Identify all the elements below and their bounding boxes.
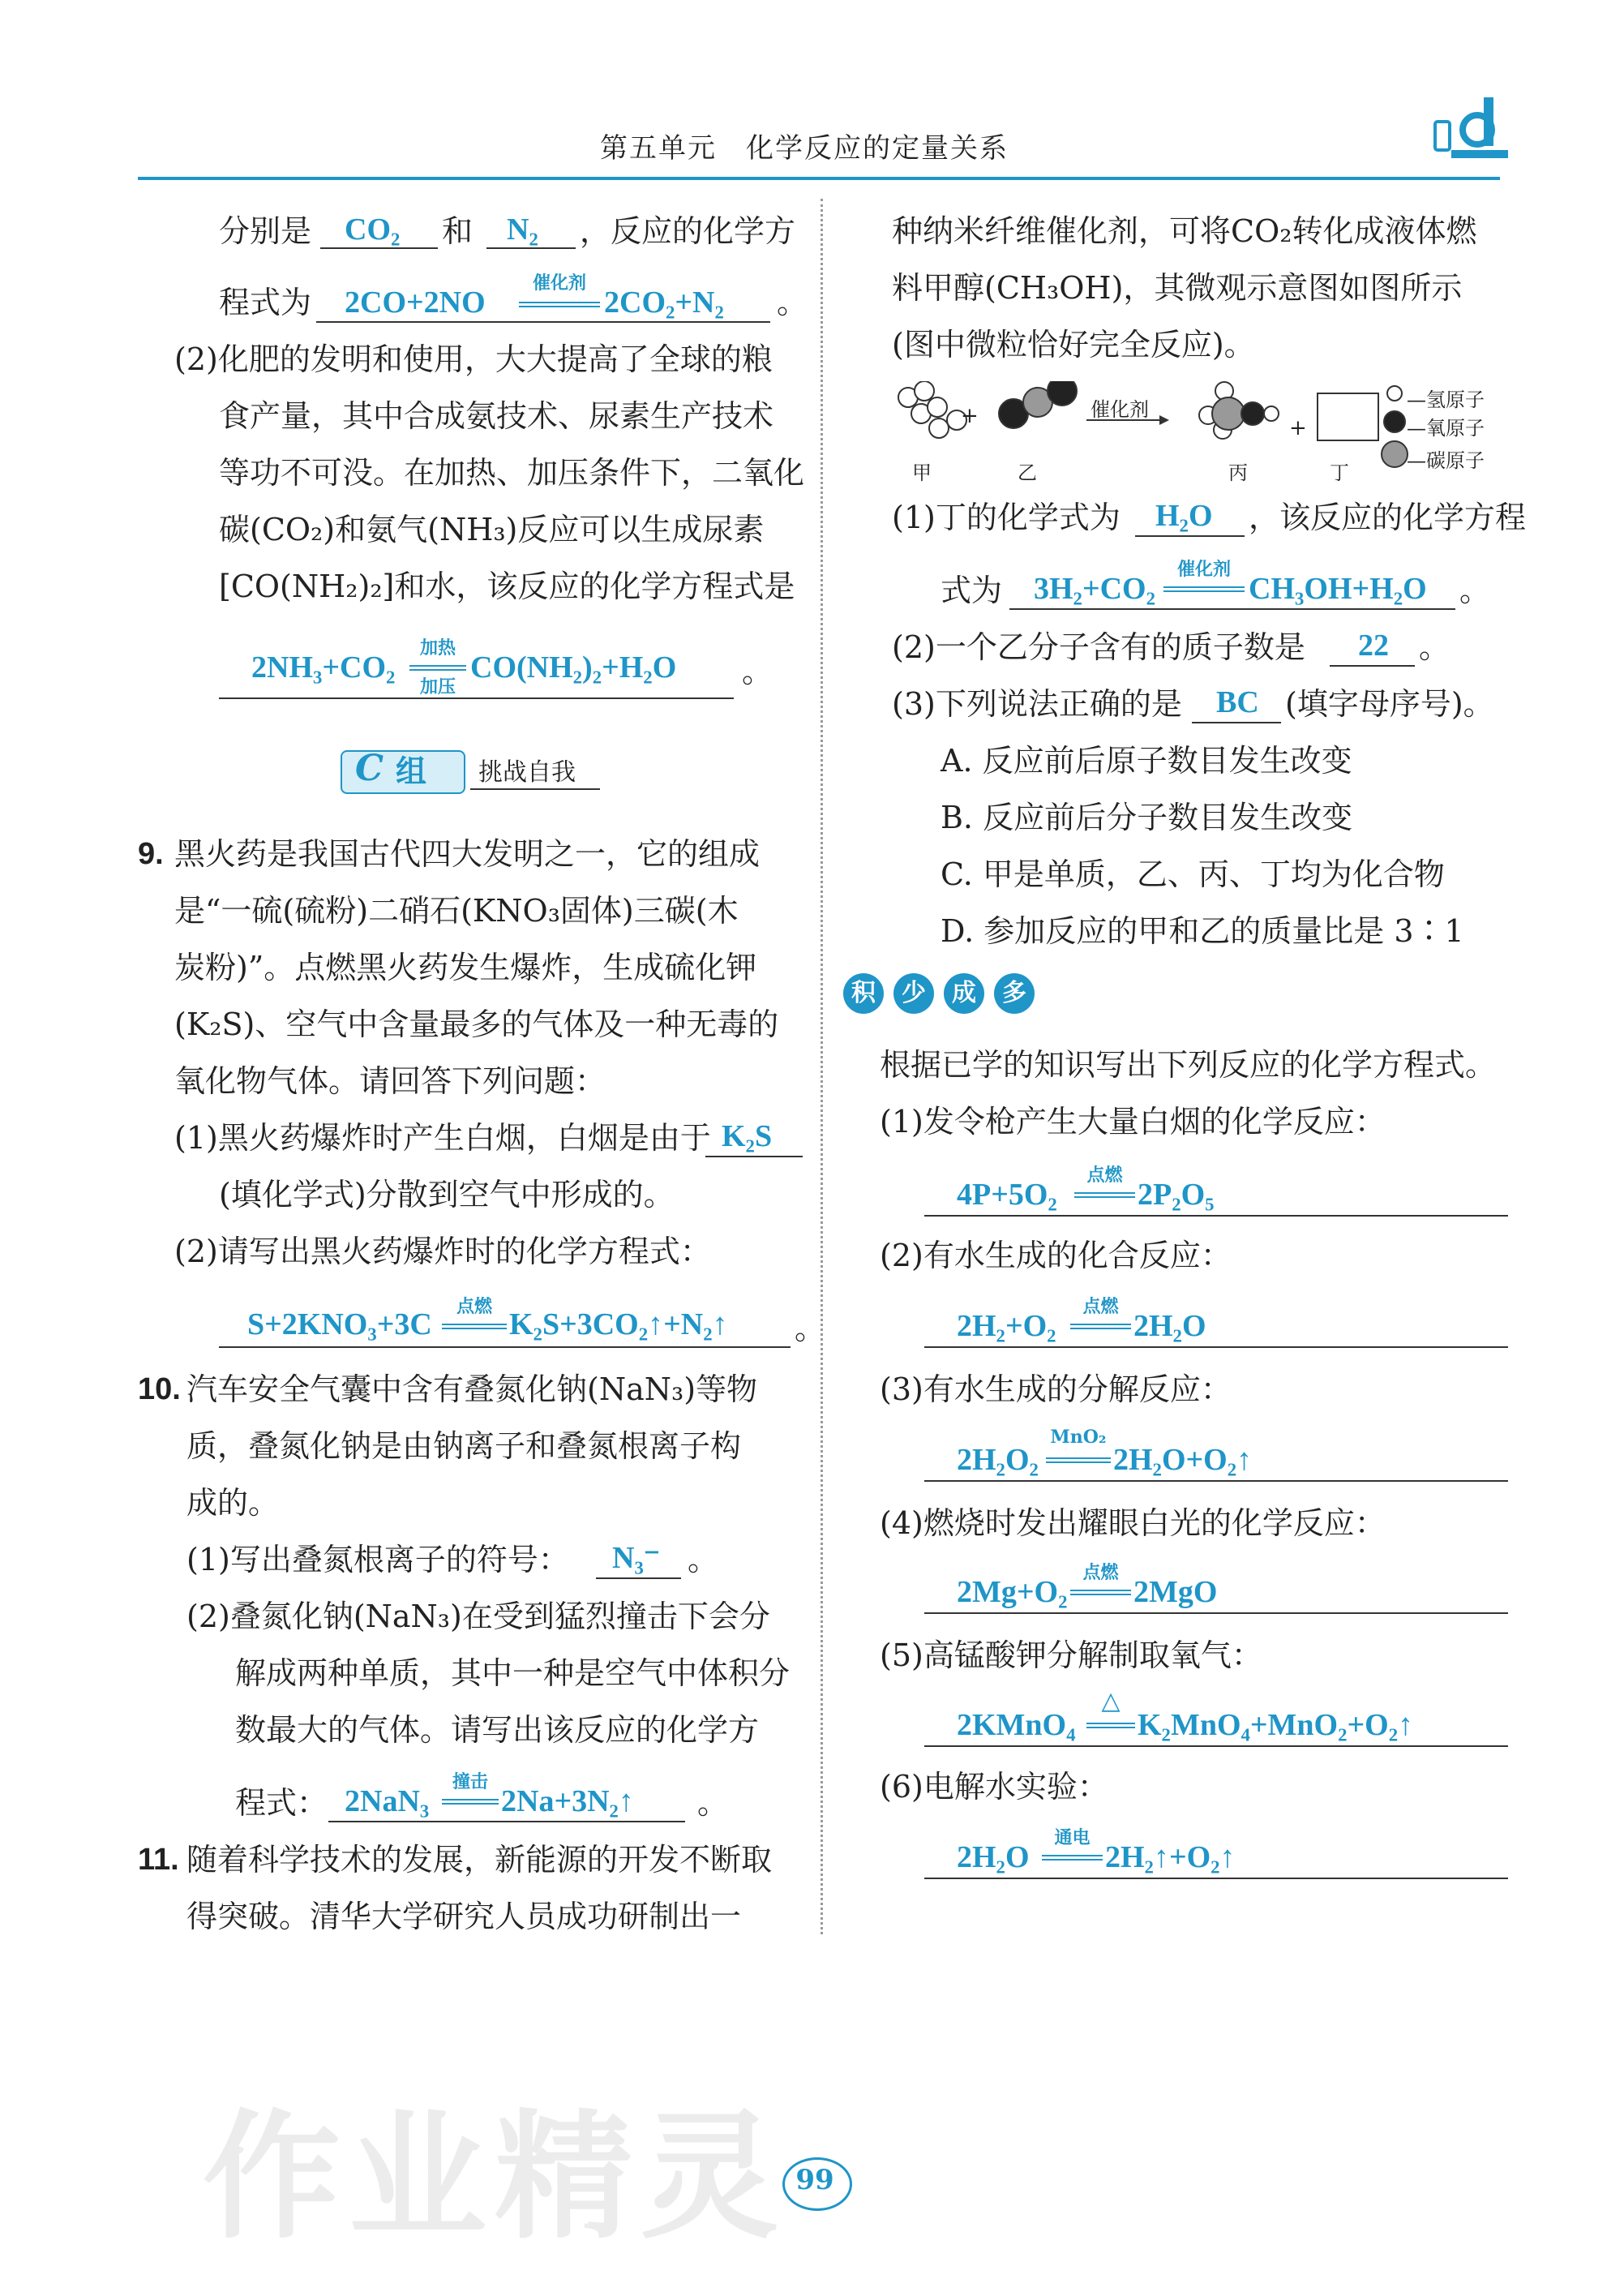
answer-blank: N₂	[507, 212, 538, 247]
q9-sub: (1)黑火药爆炸时产生白烟，白烟是由于	[174, 1120, 711, 1156]
q2-line: (2)化肥的发明和使用，大大提高了全球的粮	[174, 341, 773, 377]
l1c: ，反应的化学方	[580, 213, 796, 249]
answer-blank: BC	[1216, 685, 1259, 719]
equals-sign	[1163, 586, 1245, 592]
option-b: B. 反应前后分子数目发生改变	[941, 800, 1353, 835]
watermark: 作业精灵	[203, 2097, 787, 2258]
microscope-icon	[1427, 89, 1516, 178]
equation-right: 2P₂O₅	[1138, 1178, 1215, 1212]
q10-line: 汽车安全气囊中含有叠氮化钠(NaN₃)等物	[186, 1371, 758, 1407]
period: 。	[777, 285, 808, 320]
q2-line: 等功不可没。在加热、加压条件下，二氧化	[219, 455, 805, 491]
diagram-label: 乙	[1018, 461, 1037, 484]
jscd-char: 成	[944, 973, 984, 1014]
q10-line: 成的。	[186, 1485, 280, 1521]
reaction-condition: 点燃	[1086, 1165, 1123, 1186]
molecule-jia	[898, 381, 966, 438]
plus-sign: +	[961, 404, 979, 428]
reaction-condition: △	[1101, 1687, 1121, 1715]
q10-sub: 数最大的气体。请写出该反应的化学方	[235, 1712, 760, 1748]
jscd-char: 多	[994, 973, 1035, 1014]
option-a: A. 反应前后原子数目发生改变	[941, 743, 1352, 779]
equation-left: 2H₂O₂	[957, 1443, 1039, 1477]
plus-sign: +	[1289, 416, 1307, 440]
period: 。	[688, 1542, 719, 1577]
q2-line: [CO(NH₂)₂]和水，该反应的化学方程式是	[219, 569, 795, 604]
q2-line: 食产量，其中合成氨技术、尿素生产技术	[219, 398, 774, 434]
exercise-question: (4)燃烧时发出耀眼白光的化学反应：	[880, 1505, 1386, 1541]
q10-sub: 解成两种单质，其中一种是空气中体积分	[235, 1655, 791, 1691]
equation-left: 2NaN₃	[345, 1784, 430, 1818]
reaction-condition: 加压	[419, 676, 456, 697]
equation-left: S+2KNO₃+3C	[247, 1307, 432, 1341]
exercise-question: (3)有水生成的分解反应：	[880, 1371, 1232, 1407]
q10-line: 质，叠氮化钠是由钠离子和叠氮根离子构	[186, 1428, 742, 1464]
r-sub: (3)下列说法正确的是	[892, 686, 1182, 722]
exercise-question: (2)有水生成的化合反应：	[880, 1238, 1232, 1273]
question-number: 10.	[138, 1372, 181, 1406]
legend-oxygen: —氧原子	[1407, 417, 1485, 440]
r-sub: ，该反应的化学方程	[1249, 500, 1527, 535]
equation-right: 2H₂O+O₂↑	[1113, 1443, 1253, 1477]
equation-left: 2Mg+O₂	[957, 1575, 1068, 1609]
answer-blank: H₂O	[1155, 499, 1213, 533]
equals-sign	[519, 302, 600, 307]
diagram-label: 甲	[912, 461, 932, 484]
period: 。	[795, 1311, 826, 1346]
equals-sign	[442, 1324, 507, 1329]
q10-sub: (1)写出叠氮根离子的符号：	[186, 1542, 569, 1577]
q9-line: (K₂S)、空气中含量最多的气体及一种无毒的	[174, 1006, 779, 1042]
page-number: 99	[795, 2164, 834, 2196]
diagram-label: 丁	[1330, 461, 1349, 484]
reaction-condition: 撞击	[452, 1771, 488, 1792]
q11-line: 得突破。清华大学研究人员成功研制出一	[186, 1899, 742, 1934]
equation-left: 2KMnO₄	[957, 1708, 1076, 1742]
q9-sub: (填化学式)分散到空气中形成的。	[219, 1177, 675, 1212]
equation-right: K₂S+3CO₂↑+N₂↑	[509, 1307, 728, 1341]
equation-left: 2NH₃+CO₂	[251, 650, 396, 685]
group-label: 组	[396, 753, 427, 789]
answer-blank: 22	[1358, 629, 1389, 663]
equation-right: 2CO₂+N₂	[604, 285, 724, 320]
equals-sign	[1070, 1324, 1131, 1329]
period: 。	[697, 1785, 729, 1821]
jscd-char: 积	[843, 973, 884, 1014]
diagram-label: 丙	[1228, 461, 1248, 484]
q9-sub: (2)请写出黑火药爆炸时的化学方程式：	[174, 1234, 711, 1269]
equals-sign	[409, 665, 466, 671]
l1a: 分别是	[219, 213, 312, 249]
equation-left: 3H₂+CO₂	[1034, 572, 1155, 606]
equals-sign	[1086, 1723, 1135, 1728]
section-intro: 根据已学的知识写出下列反应的化学方程式。	[880, 1047, 1497, 1083]
header-rule	[138, 177, 1500, 180]
r-line: 种纳米纤维催化剂，可将CO₂转化成液体燃	[892, 213, 1477, 249]
question-number: 9.	[138, 837, 164, 871]
reaction-condition: 点燃	[1082, 1562, 1119, 1583]
reaction-condition: 催化剂	[1176, 559, 1231, 580]
group-letter: C	[355, 748, 384, 789]
equation-right: K₂MnO₄+MnO₂+O₂↑	[1138, 1708, 1414, 1742]
period: 。	[1419, 629, 1450, 665]
q9-line: 炭粉)”。点燃黑火药发生爆炸，生成硫化钾	[174, 950, 757, 985]
equation-right: CH₃OH+H₂O	[1249, 572, 1427, 606]
molecule-bing	[1199, 382, 1279, 439]
equals-sign	[1046, 1457, 1111, 1463]
arrow-label: 催化剂	[1091, 398, 1149, 421]
q9-line: 是“一硫(硫粉)二硝石(KNO₃固体)三碳(木	[174, 893, 739, 929]
reaction-condition: MnO₂	[1050, 1427, 1107, 1448]
r-sub: (2)一个乙分子含有的质子数是	[892, 629, 1305, 665]
legend-carbon: —碳原子	[1407, 449, 1485, 472]
equation-left: 2H₂O	[957, 1840, 1030, 1874]
period: 。	[1459, 573, 1491, 608]
equation-right: 2Na+3N₂↑	[501, 1784, 634, 1818]
option-c: C. 甲是单质，乙、丙、丁均为化合物	[941, 856, 1445, 892]
q9-line: 氧化物气体。请回答下列问题：	[174, 1063, 606, 1099]
answer-blank: K₂S	[722, 1119, 773, 1153]
equation-left: 2CO+2NO	[345, 285, 486, 320]
equation-right: 2H₂O	[1133, 1309, 1206, 1343]
equation-right: 2MgO	[1133, 1575, 1218, 1609]
answer-blank: CO₂	[345, 212, 401, 247]
r-sub: 式为	[941, 573, 1003, 608]
exercise-question: (1)发令枪产生大量白烟的化学反应：	[880, 1104, 1386, 1140]
equation-left: 2H₂+O₂	[957, 1309, 1056, 1343]
reaction-condition: 加热	[419, 637, 456, 659]
l1b: 和	[442, 213, 473, 249]
exercise-question: (5)高锰酸钾分解制取氧气：	[880, 1637, 1262, 1673]
question-number: 11.	[138, 1843, 179, 1877]
header-title: 第五单元 化学反应的定量关系	[600, 132, 1009, 165]
q9-line: 黑火药是我国古代四大发明之一，它的组成	[174, 836, 761, 872]
q10-sub: (2)叠氮化钠(NaN₃)在受到猛烈撞击下会分	[186, 1599, 770, 1634]
equals-sign	[1074, 1192, 1135, 1198]
divider	[470, 788, 600, 790]
equation-left: 4P+5O₂	[957, 1178, 1057, 1212]
r-line: (图中微粒恰好完全反应)。	[892, 327, 1255, 363]
molecule-yi	[999, 381, 1077, 428]
r-sub: (1)丁的化学式为	[892, 500, 1121, 535]
equation-right: 2H₂↑+O₂↑	[1105, 1840, 1236, 1874]
equals-sign	[442, 1799, 499, 1805]
equals-sign	[1070, 1590, 1131, 1595]
r-sub: (填字母序号)。	[1285, 686, 1494, 722]
q10-sub: 程式：	[235, 1785, 328, 1821]
answer-blank: N₃⁻	[612, 1541, 660, 1575]
column-divider	[821, 199, 823, 1934]
period: 。	[742, 654, 773, 689]
option-d: D. 参加反应的甲和乙的质量比是 3∶1	[941, 913, 1464, 949]
legend-hydrogen: —氢原子	[1407, 388, 1485, 411]
exercise-question: (6)电解水实验：	[880, 1769, 1108, 1805]
reaction-condition: 点燃	[456, 1296, 492, 1317]
group-subtitle: 挑战自我	[478, 758, 576, 787]
reaction-condition: 点燃	[1082, 1296, 1119, 1317]
equals-sign	[1042, 1855, 1103, 1861]
equation-right: CO(NH₂)₂+H₂O	[470, 650, 677, 685]
jscd-char: 少	[893, 973, 934, 1014]
l2a: 程式为	[219, 285, 312, 320]
q2-line: 碳(CO₂)和氨气(NH₃)反应可以生成尿素	[219, 512, 765, 547]
reaction-condition: 催化剂	[532, 273, 586, 294]
reaction-condition: 通电	[1054, 1827, 1091, 1848]
r-line: 料甲醇(CH₃OH)，其微观示意图如图所示	[892, 270, 1463, 306]
q11-line: 随着科学技术的发展，新能源的开发不断取	[186, 1842, 773, 1878]
